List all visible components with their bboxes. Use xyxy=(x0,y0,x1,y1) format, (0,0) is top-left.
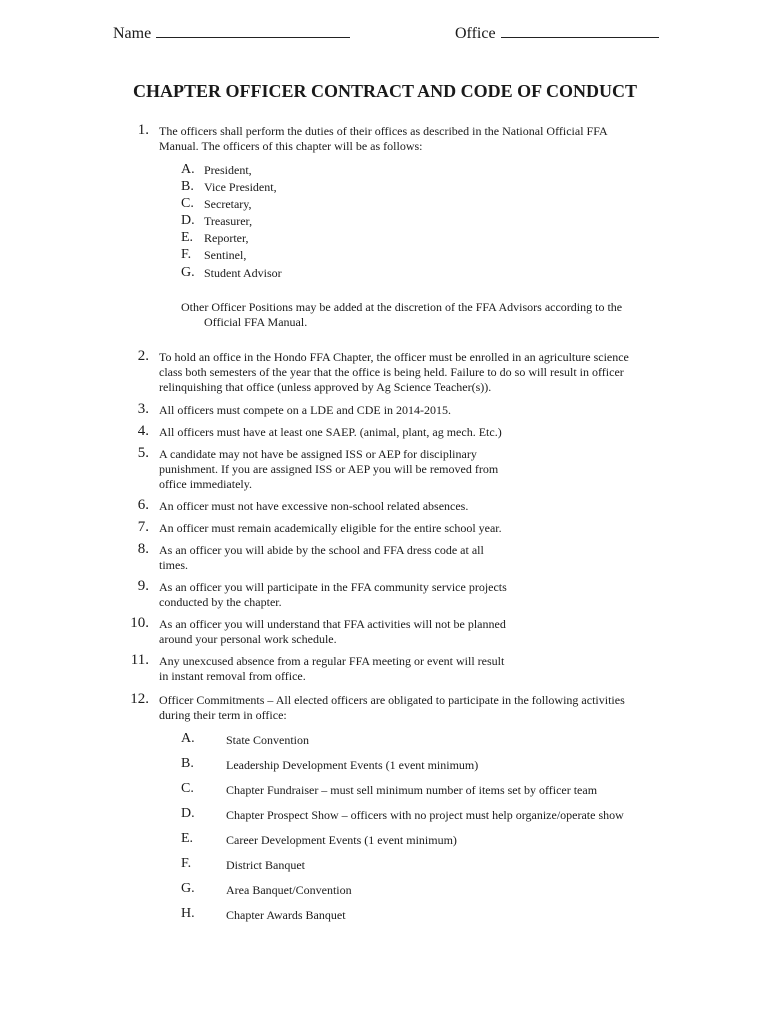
item-text xyxy=(159,499,468,514)
item-number: 11. xyxy=(130,652,149,668)
item-text xyxy=(159,693,625,723)
document-title: CHAPTER OFFICER CONTRACT AND CODE OF CONDUCT xyxy=(132,81,638,101)
item-number: 7. xyxy=(137,519,149,535)
item-text xyxy=(159,350,629,395)
officer-letter: E. xyxy=(181,230,194,245)
officer-letter: C. xyxy=(181,196,194,211)
item-line: Officer Commitments – All elected officers are obligated to participate in the following activities xyxy=(159,693,625,707)
office-field xyxy=(455,22,659,43)
item-number: 1. xyxy=(137,122,149,138)
item-line: times. xyxy=(159,558,188,572)
item-line: Any unexcused absence from a regular FFA meeting or event will result xyxy=(159,654,505,668)
item-number: 4. xyxy=(137,423,149,439)
item-text xyxy=(159,403,451,418)
officer-letter: G. xyxy=(181,265,195,280)
item-text xyxy=(159,124,608,154)
commitment-letter: F. xyxy=(181,856,192,871)
item-text xyxy=(159,425,502,440)
item-line: office immediately. xyxy=(159,477,252,491)
name-label: Name xyxy=(113,25,152,42)
item-text xyxy=(159,580,507,610)
item-line: relinquishing that office (unless approved by Ag Science Teacher(s)). xyxy=(159,380,492,394)
officer-title: Treasurer, xyxy=(204,214,253,228)
item-line: during their term in office: xyxy=(159,708,287,722)
note-line: Official FFA Manual. xyxy=(204,315,308,329)
officer-title: Vice President, xyxy=(204,180,277,194)
item-number: 2. xyxy=(137,348,149,364)
commitment-letter: E. xyxy=(181,831,194,846)
item-line: A candidate may not have be assigned ISS or AEP for disciplinary xyxy=(159,447,477,461)
commitment-letter: D. xyxy=(181,806,195,821)
other-positions-note xyxy=(181,300,622,330)
item-text xyxy=(159,654,504,684)
officer-letter: B. xyxy=(181,179,194,194)
item-line: As an officer you will participate in the FFA community service projects xyxy=(159,580,507,594)
item-number: 3. xyxy=(137,401,149,417)
commitment-text: Career Development Events (1 event minimum) xyxy=(226,833,457,847)
item-line: Manual. The officers of this chapter will be as follows: xyxy=(159,139,423,153)
item-line: As an officer you will understand that FFA activities will not be planned xyxy=(159,617,506,631)
item-number: 12. xyxy=(130,691,149,707)
item-line: An officer must not have excessive non-school related absences. xyxy=(159,499,469,513)
commitment-text: Area Banquet/Convention xyxy=(226,883,352,897)
item-text xyxy=(159,521,502,536)
item-text xyxy=(159,543,484,573)
name-field xyxy=(113,22,350,43)
item-number: 8. xyxy=(137,541,149,557)
item-line: punishment. If you are assigned ISS or AEP you will be removed from xyxy=(159,462,499,476)
commitment-letter: G. xyxy=(181,881,195,896)
item-line: All officers must have at least one SAEP. (animal, plant, ag mech. Etc.) xyxy=(159,425,502,439)
commitment-text: Chapter Prospect Show – officers with no project must help organize/operate show xyxy=(226,808,624,822)
note-line: Other Officer Positions may be added at the discretion of the FFA Advisors according to the xyxy=(181,300,623,314)
item-line: To hold an office in the Hondo FFA Chapter, the officer must be enrolled in an agriculture science xyxy=(159,350,629,364)
item-number: 6. xyxy=(137,497,149,513)
office-blank-line[interactable] xyxy=(501,22,659,38)
officer-title: Student Advisor xyxy=(204,266,282,280)
name-blank-line[interactable] xyxy=(156,22,350,38)
item-line: An officer must remain academically eligible for the entire school year. xyxy=(159,521,502,535)
commitment-text: Leadership Development Events (1 event minimum) xyxy=(226,758,479,772)
officer-title: Sentinel, xyxy=(204,248,247,262)
item-line: class both semesters of the year that the office is being held. Failure to do so will result in officer xyxy=(159,365,624,379)
office-label: Office xyxy=(455,25,496,42)
commitment-letter: A. xyxy=(181,731,195,746)
item-line: in instant removal from office. xyxy=(159,669,306,683)
item-line: The officers shall perform the duties of their offices as described in the National Official FFA xyxy=(159,124,608,138)
commitment-letter: C. xyxy=(181,781,194,796)
item-text xyxy=(159,617,506,647)
commitment-text: State Convention xyxy=(226,733,309,747)
commitment-text: Chapter Fundraiser – must sell minimum number of items set by officer team xyxy=(226,783,598,797)
commitment-letter: H. xyxy=(181,906,195,921)
item-number: 9. xyxy=(137,578,149,594)
officer-letter: A. xyxy=(181,162,195,177)
item-text xyxy=(159,447,498,492)
item-line: As an officer you will abide by the school and FFA dress code at all xyxy=(159,543,484,557)
commitment-text: Chapter Awards Banquet xyxy=(226,908,346,922)
item-line: All officers must compete on a LDE and CDE in 2014-2015. xyxy=(159,403,452,417)
item-line: conducted by the chapter. xyxy=(159,595,282,609)
item-line: around your personal work schedule. xyxy=(159,632,337,646)
officer-title: Secretary, xyxy=(204,197,252,211)
header-row xyxy=(0,22,770,44)
officer-title: Reporter, xyxy=(204,231,249,245)
commitment-text: District Banquet xyxy=(226,858,305,872)
officer-title: President, xyxy=(204,163,252,177)
officer-letter: D. xyxy=(181,213,195,228)
officer-letter: F. xyxy=(181,247,192,262)
commitment-letter: B. xyxy=(181,756,194,771)
item-number: 5. xyxy=(137,445,149,461)
item-number: 10. xyxy=(130,615,149,631)
